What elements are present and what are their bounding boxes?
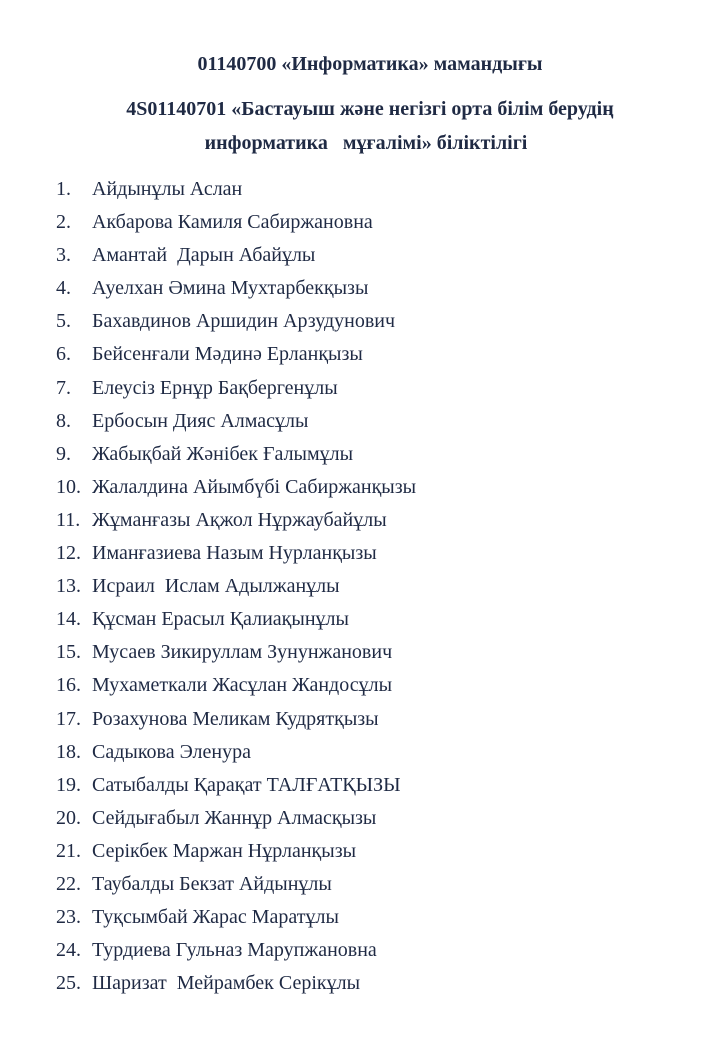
list-item [0, 870, 720, 903]
list-item-number: 9. [56, 442, 71, 465]
list-item-number: 15. [56, 641, 81, 664]
student-name: Сейдығабыл Жаннұр Алмасқызы [92, 806, 377, 829]
student-name: Жабықбай Жәнібек Ғалымұлы [92, 442, 354, 465]
student-name: Амантай Дарын Абайұлы [92, 244, 316, 267]
student-name: Садыкова Эленура [92, 740, 251, 763]
list-item-number: 5. [56, 310, 71, 333]
list-item [0, 837, 720, 870]
list-item-number: 17. [56, 707, 81, 730]
list-item-number: 19. [56, 773, 81, 796]
list-item-number: 20. [56, 806, 81, 829]
list-item [0, 638, 720, 671]
student-name: Шаризат Мейрамбек Серікұлы [92, 972, 361, 995]
list-item [0, 671, 720, 704]
list-item [0, 738, 720, 771]
list-item [0, 307, 720, 340]
list-item-number: 24. [56, 939, 81, 962]
list-item [0, 175, 720, 208]
student-name: Бахавдинов Аршидин Арзудунович [92, 310, 396, 333]
student-name: Туқсымбай Жарас Маратұлы [92, 906, 339, 929]
list-item [0, 340, 720, 373]
list-item-number: 2. [56, 211, 71, 234]
list-item-number: 12. [56, 542, 81, 565]
list-item-number: 10. [56, 475, 81, 498]
list-item [0, 539, 720, 572]
list-item-number: 11. [56, 508, 81, 531]
list-item [0, 241, 720, 274]
list-item [0, 473, 720, 506]
list-item-number: 6. [56, 343, 71, 366]
list-item-number: 14. [56, 608, 81, 631]
student-name: Мусаев Зикируллам Зунунжанович [92, 641, 393, 664]
list-item-number: 18. [56, 740, 81, 763]
list-item-number: 25. [56, 972, 81, 995]
student-name: Құсман Ерасыл Қалиақынұлы [92, 608, 349, 631]
student-name: Серікбек Маржан Нұрланқызы [92, 839, 357, 862]
student-name: Акбарова Камиля Сабиржановна [92, 211, 373, 234]
list-item [0, 572, 720, 605]
specialty-heading: 01140700 «Информатика» мамандығы [197, 53, 543, 75]
list-item-number: 1. [56, 178, 71, 200]
list-item [0, 208, 720, 241]
student-name: Айдынұлы Аслан [92, 178, 243, 200]
student-name: Жалалдина Айымбүбі Сабиржанқызы [92, 475, 417, 498]
student-name: Ауелхан Әмина Мухтарбекқызы [92, 277, 369, 300]
list-item-number: 23. [56, 906, 81, 929]
list-item-number: 16. [56, 674, 81, 697]
student-name: Иманғазиева Назым Нурланқызы [92, 542, 377, 565]
qualification-heading-line2: информатика мұғалімі» біліктілігі [204, 132, 528, 154]
student-name: Мухаметкали Жасұлан Жандосұлы [92, 674, 393, 697]
list-item [0, 903, 720, 936]
qualification-heading-line1: 4S01140701 «Бастауыш және негізгі орта білім берудің [126, 98, 614, 120]
student-name: Таубалды Бекзат Айдынұлы [92, 872, 332, 895]
student-name: Елеусіз Ернұр Бақбергенұлы [92, 376, 338, 399]
list-item [0, 804, 720, 837]
student-name: Бейсенғали Мәдинә Ерланқызы [92, 343, 363, 366]
student-name: Исраил Ислам Адылжанұлы [92, 575, 340, 598]
list-item [0, 274, 720, 307]
list-item-number: 8. [56, 409, 71, 432]
student-name: Розахунова Меликам Кудрятқызы [92, 707, 379, 730]
list-item-number: 4. [56, 277, 71, 300]
list-item-number: 7. [56, 376, 71, 399]
list-item [0, 374, 720, 407]
list-item [0, 440, 720, 473]
list-item [0, 936, 720, 969]
student-name: Турдиева Гульназ Марупжановна [92, 939, 377, 962]
list-item [0, 605, 720, 638]
list-item [0, 407, 720, 440]
list-item-number: 13. [56, 575, 81, 598]
list-item [0, 771, 720, 804]
list-item [0, 506, 720, 539]
list-item [0, 705, 720, 738]
student-name: Жұманғазы Ақжол Нұржаубайұлы [92, 508, 387, 531]
student-name: Ербосын Дияс Алмасұлы [92, 409, 309, 432]
student-list [0, 175, 720, 1002]
list-item-number: 22. [56, 872, 81, 895]
list-item-number: 3. [56, 244, 71, 267]
list-item [0, 969, 720, 1002]
student-name: Сатыбалды Қарақат ТАЛҒАТҚЫЗЫ [92, 773, 401, 796]
list-item-number: 21. [56, 839, 81, 862]
